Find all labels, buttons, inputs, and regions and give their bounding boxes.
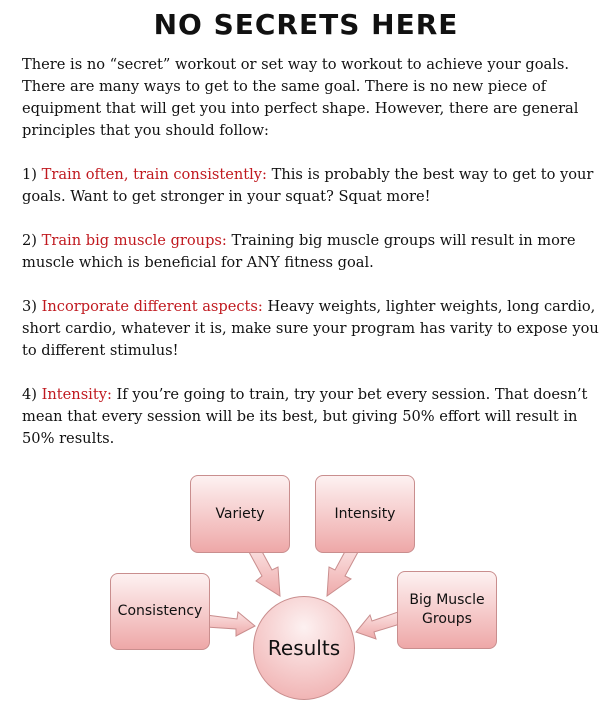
principle-number: 4) [22,386,37,403]
node-variety [190,475,290,553]
node-consistency [110,573,210,650]
arrow-variety-to-results [249,546,280,596]
principle-heading: Incorporate different aspects: [41,298,263,315]
principle-heading: Train often, train consistently: [41,166,267,183]
node-label-line2: Groups [422,611,472,627]
arrow-intensity-to-results [327,546,358,596]
intro-paragraph: There is no “secret” workout or set way to workout to achieve your goals. There are many ways to get to the same goal. There is no new piece of equipment that will get you into perfect shape. However, there are general principles that you should follow: [22,56,579,139]
principle-number: 3) [22,298,37,315]
node-intensity [315,475,415,553]
node-label: Intensity [334,505,396,522]
principle-number: 1) [22,166,37,183]
node-label: Results [267,636,341,660]
node-results [253,596,355,700]
principle-text: This is probably the best way to get to your goals. Want to get stronger in your squat? Squat more! [22,166,594,205]
principle-text: Training big muscle groups will result in more muscle which is beneficial for ANY fitness goal. [22,232,576,271]
node-label: Variety [215,505,265,522]
page-title: NO SECRETS HERE [153,8,459,41]
node-big-muscle-groups [397,571,497,649]
node-label: Consistency [117,603,203,619]
principle-heading: Train big muscle groups: [41,232,227,249]
arrow-bigmuscle-to-results [356,612,400,639]
principle-heading: Intensity: [41,386,112,403]
arrow-consistency-to-results [206,612,255,636]
principle-number: 2) [22,232,37,249]
principle-text: Heavy weights, lighter weights, long cardio, short cardio, whatever it is, make sure your program has varity to expose you to different stimulus! [22,298,599,359]
node-label-line1: Big Muscle [409,592,485,608]
principle-text: If you’re going to train, try your bet every session. That doesn’t mean that every session will be its best, but giving 50% effort will result in 50% results. [22,386,588,447]
